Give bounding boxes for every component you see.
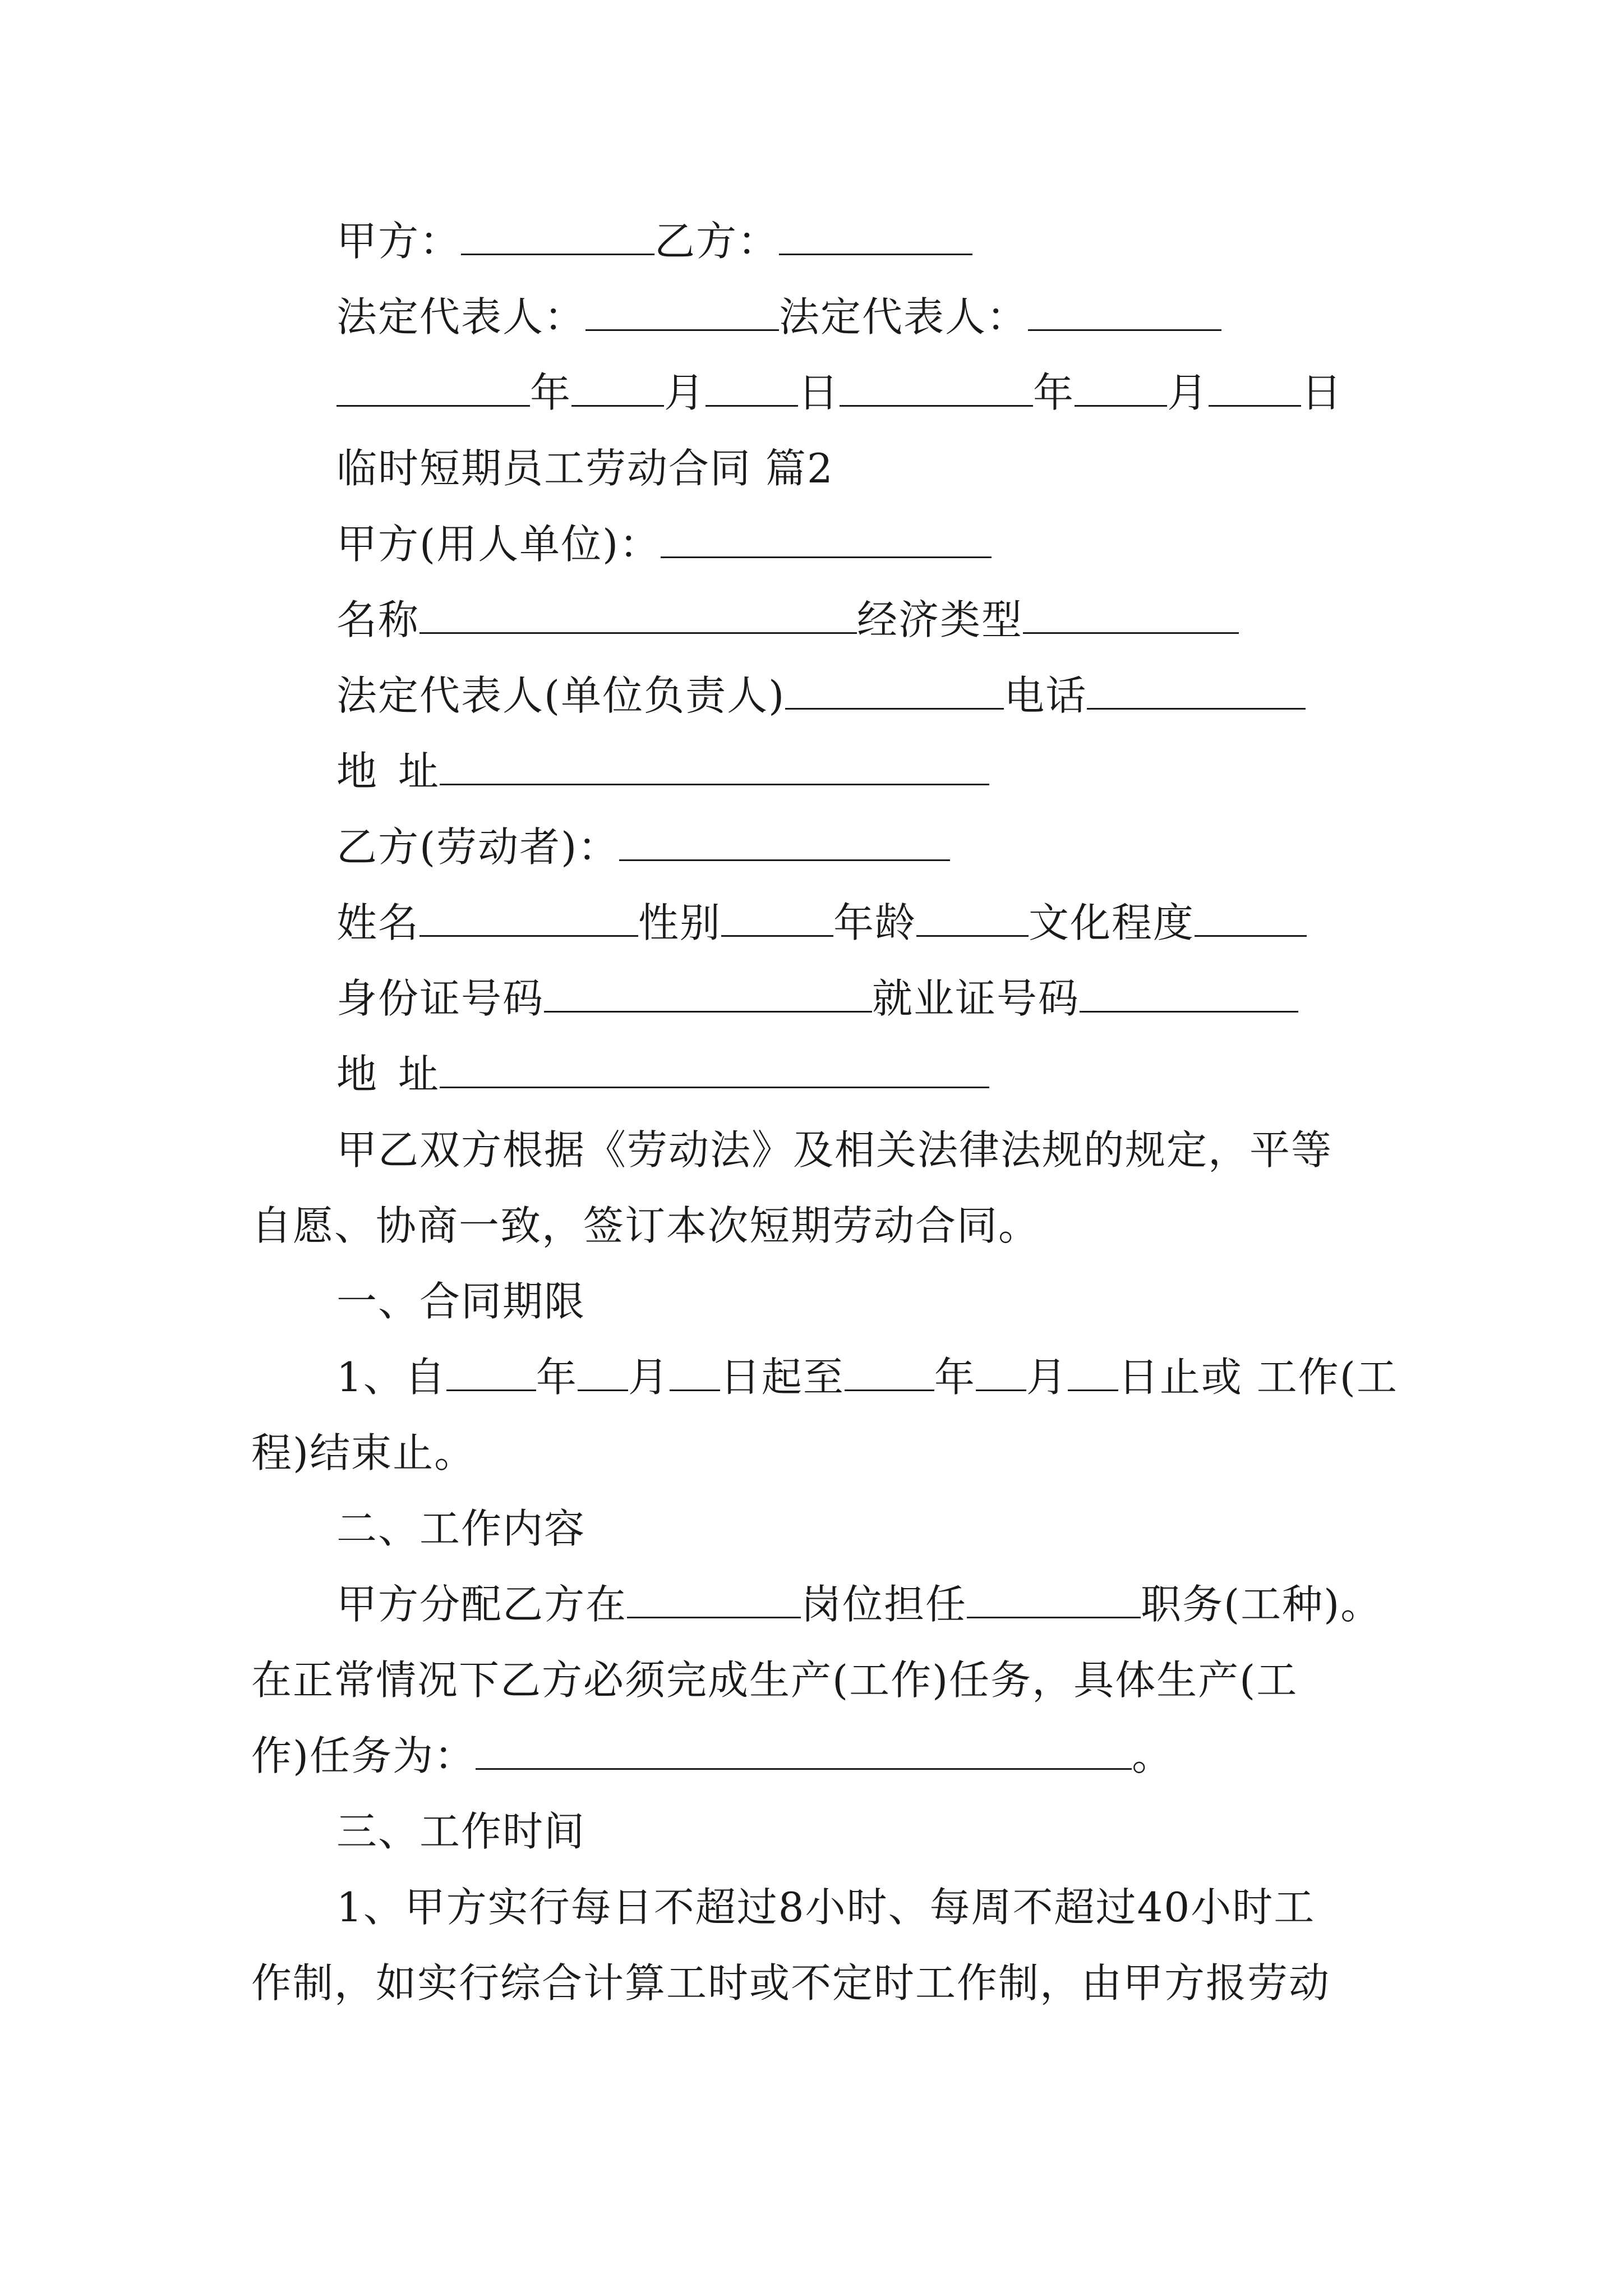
employer-heading-line [336,513,992,575]
paragraph-text: 作制，如实行综合计算工时或不定时工作制，由甲方报劳动 [251,1959,1331,2007]
unit-head-label: 法定代表人(单位负责人) [336,672,786,719]
term-day-start-label: 日起至 [720,1354,845,1401]
phone-label: 电话 [1004,672,1087,719]
employer-name-line [336,589,1239,651]
task-line [251,1725,1173,1787]
date-month-label: 月 [1167,369,1209,416]
employee-address-line [336,1043,989,1105]
blank-field [585,295,779,331]
gender-label: 性别 [638,899,722,946]
blank-field [670,1355,720,1391]
paragraph-text: 程)结束止。 [251,1429,476,1476]
term-start-label: 1、自 [336,1354,446,1401]
date-day-label: 日 [1301,369,1343,416]
term-end-label: 日止或 工作(工 [1118,1354,1398,1401]
blank-field [1068,1355,1118,1391]
blank-field [1023,597,1239,634]
blank-field [336,370,530,407]
legal-rep-a-label: 法定代表人： [336,293,586,341]
blank-field [619,825,950,861]
date-year-label: 年 [1033,369,1075,416]
duty-label: 职务(工种)。 [1141,1581,1382,1628]
blank-field [1075,370,1167,407]
blank-field [578,1355,628,1391]
blank-field [916,900,1029,937]
blank-field [1028,295,1221,331]
signing-date-line [336,362,1343,424]
economic-type-label: 经济类型 [857,596,1023,643]
blank-field [1080,976,1298,1013]
post-label: 岗位担任 [801,1581,967,1628]
term-month-label: 月 [628,1354,670,1401]
blank-field [721,900,833,937]
legal-representative-line [336,286,1221,348]
blank-field [419,597,857,634]
party-b-label: 乙方： [654,218,780,265]
section-title: 临时短期员工劳动合同 篇2 [336,445,834,492]
employer-label: 甲方(用人单位)： [336,521,661,568]
blank-field [544,976,872,1013]
employee-info-line [336,892,1307,954]
blank-field [840,370,1033,407]
blank-field [440,1052,989,1088]
blank-field [785,673,1004,710]
paragraph-text: 在正常情况下乙方必须完成生产(工作)任务，具体生产(工 [251,1657,1298,1704]
term-year-label: 年 [934,1354,976,1401]
blank-field [571,370,664,407]
task-label: 作)任务为： [251,1732,476,1779]
term-month-label: 月 [1026,1354,1068,1401]
name-label: 名称 [336,596,420,643]
date-month-label: 月 [664,369,706,416]
clause-heading: 一、合同期限 [336,1278,586,1325]
paragraph-text: 甲乙双方根据《劳动法》及相关法律法规的规定，平等 [336,1126,1333,1174]
legal-rep-b-label: 法定代表人： [779,293,1029,341]
address-label-part: 地 [336,748,379,795]
assignment-label: 甲方分配乙方在 [336,1581,628,1628]
blank-field [706,370,798,407]
paragraph-text: 1、甲方实行每日不超过8小时、每周不超过40小时工 [336,1884,1316,1931]
employee-label: 乙方(劳动者)： [336,823,620,871]
party-a-label: 甲方： [336,218,462,265]
blank-field [661,522,992,558]
period-mark: 。 [1132,1732,1174,1779]
clause-heading: 二、工作内容 [336,1505,586,1552]
employee-id-line [336,968,1298,1029]
address-label-part: 址 [398,1051,440,1098]
blank-field [1195,900,1307,937]
paragraph-text: 自愿、协商一致，签订本次短期劳动合同。 [251,1202,1040,1249]
date-year-label: 年 [530,369,572,416]
employee-heading-line [336,816,950,878]
employee-name-label: 姓名 [336,899,420,946]
clause-heading: 三、工作时间 [336,1808,586,1855]
employer-rep-line [336,665,1306,726]
blank-field [779,219,972,255]
blank-field [476,1733,1132,1770]
age-label: 年龄 [833,899,917,946]
job-assignment-line [336,1573,1382,1635]
date-day-label: 日 [798,369,840,416]
blank-field [446,1355,536,1391]
employment-cert-label: 就业证号码 [872,975,1080,1022]
contract-term-line [336,1346,1398,1408]
blank-field [627,1582,801,1618]
blank-field [440,749,989,785]
signature-parties-line [336,210,972,272]
blank-field [419,900,638,937]
address-label-part: 址 [398,748,440,795]
blank-field [1087,673,1306,710]
blank-field [967,1582,1141,1618]
blank-field [976,1355,1026,1391]
blank-field [845,1355,934,1391]
blank-field [461,219,654,255]
education-label: 文化程度 [1029,899,1195,946]
address-label-part: 地 [336,1051,379,1098]
blank-field [1209,370,1301,407]
employer-address-line [336,740,989,802]
id-number-label: 身份证号码 [336,975,545,1022]
term-year-label: 年 [536,1354,578,1401]
